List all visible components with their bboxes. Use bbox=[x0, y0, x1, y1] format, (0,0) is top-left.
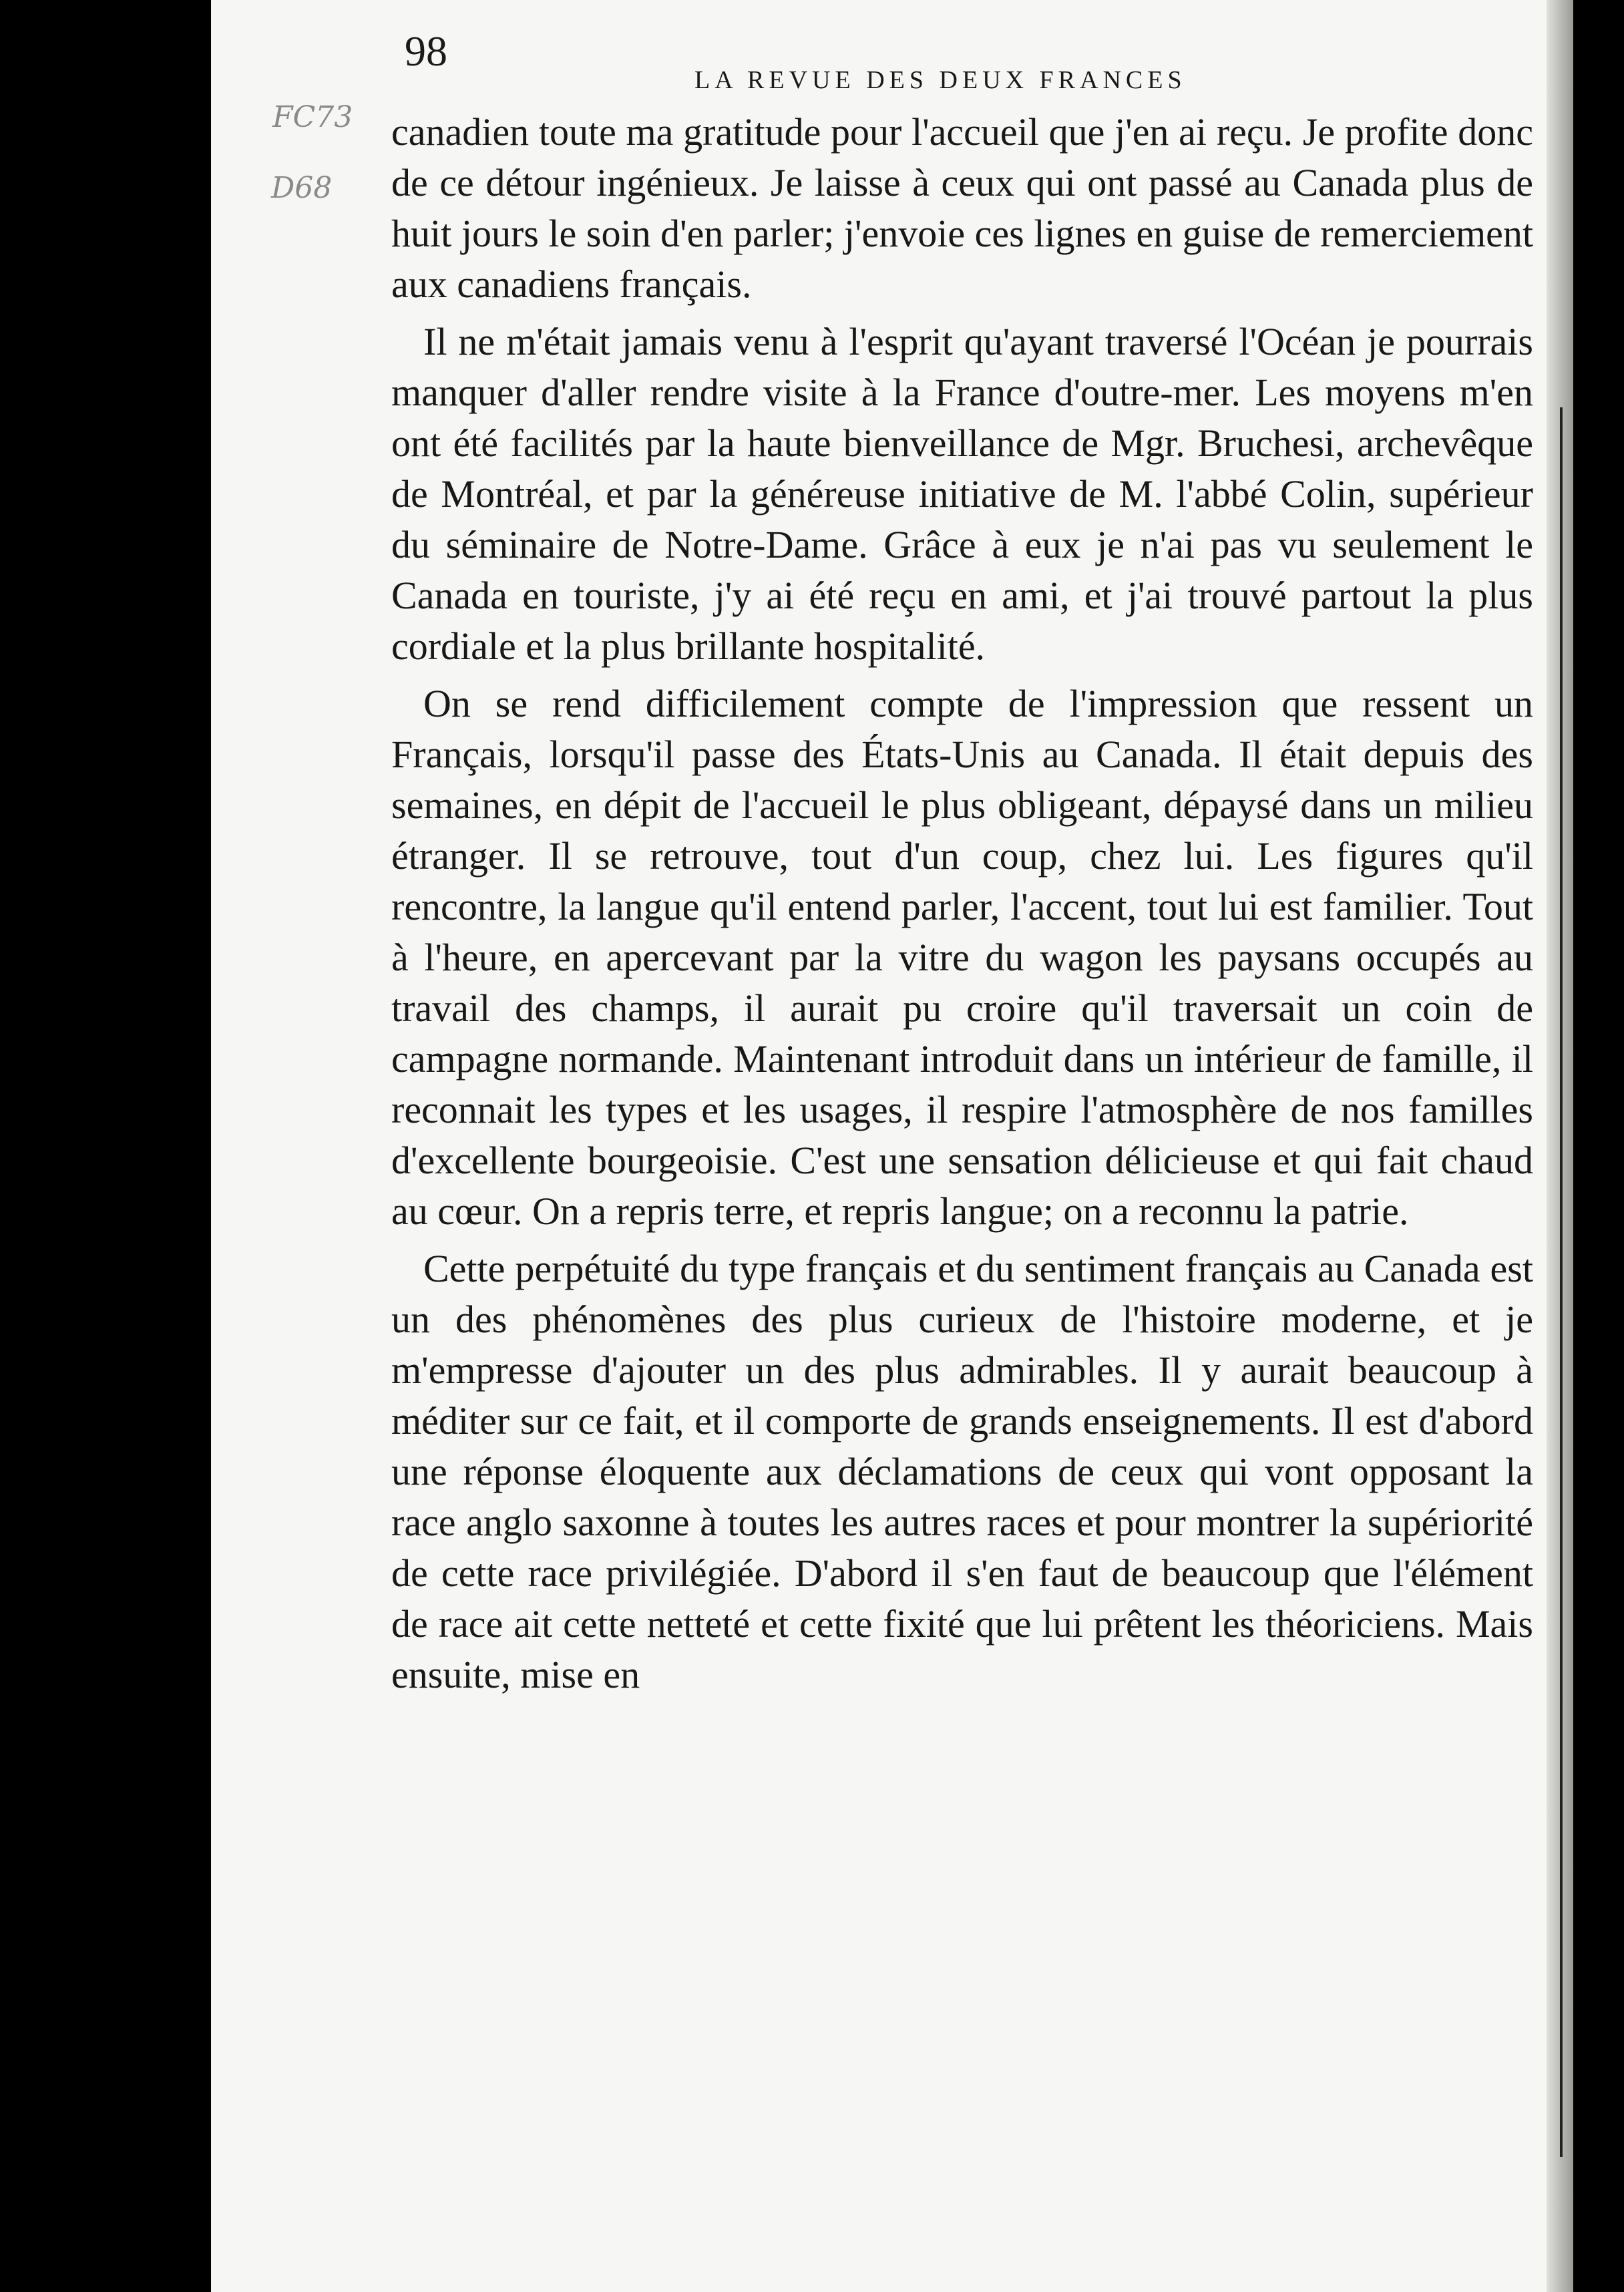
paragraph-3: On se rend difficilement compte de l'impression que ressent un Français, lorsqu'il passe des États-Unis au Canada. Il était depuis des semaines, en dépit de l'accueil le plus obligeant, dépaysé dans un milieu étranger. Il se retrouve, tout d'un coup, chez lui. Les figures qu'il rencontre, la langue qu'il entend parler, l'accent, tout lui est familier. Tout à l'heure, en apercevant par la vitre du wagon les paysans occupés au travail des champs, il aurait pu croire qu'il traversait un coin de campagne normande. Maintenant introduit dans un intérieur de famille, il reconnait les types et les usages, il respire l'atmosphère de nos familles d'excellente bourgeoisie. C'est une sensation délicieuse et qui fait chaud au cœur. On a repris terre, et repris langue; on a reconnu la patrie. bbox=[391, 682, 1533, 1233]
body-text bbox=[391, 107, 1533, 1707]
paragraph-4: Cette perpétuité du type français et du sentiment français au Canada est un des phénomènes des plus curieux de l'histoire moderne, et je m'empresse d'ajouter un des plus admirables. Il y aurait beaucoup à méditer sur ce fait, et il comporte de grands enseignements. Il est d'abord une réponse éloquente aux déclamations de ceux qui vont opposant la race anglo saxonne à toutes les autres races et pour montrer la supériorité de cette race privilégiée. D'abord il s'en faut de beaucoup que l'élément de race ait cette netteté et cette fixité que lui prêtent les théoriciens. Mais ensuite, mise en bbox=[391, 1247, 1533, 1696]
paragraph-1: canadien toute ma gratitude pour l'accueil que j'en ai reçu. Je profite donc de ce détour ingénieux. Je laisse à ceux qui ont passé au Canada plus de huit jours le soin d'en parler; j'envoie ces lignes en guise de remerciement aux canadiens français. bbox=[391, 110, 1533, 306]
margin-note-code: D68 bbox=[271, 171, 333, 205]
margin-note-shelfmark: FC73 bbox=[272, 100, 353, 134]
running-title: LA REVUE DES DEUX FRANCES bbox=[694, 66, 1187, 94]
page-number: 98 bbox=[405, 27, 447, 75]
binding-edge bbox=[1560, 407, 1563, 2157]
paragraph-2: Il ne m'était jamais venu à l'esprit qu'ayant traversé l'Océan je pourrais manquer d'aller rendre visite à la France d'outre-mer. Les moyens m'en ont été facilités par la haute bienveillance de Mgr. Bruchesi, archevêque de Montréal, et par la généreuse initiative de M. l'abbé Colin, supérieur du séminaire de Notre-Dame. Grâce à eux je n'ai pas vu seulement le Canada en touriste, j'y ai été reçu en ami, et j'ai trouvé partout la plus cordiale et la plus brillante hospitalité. bbox=[391, 320, 1533, 668]
